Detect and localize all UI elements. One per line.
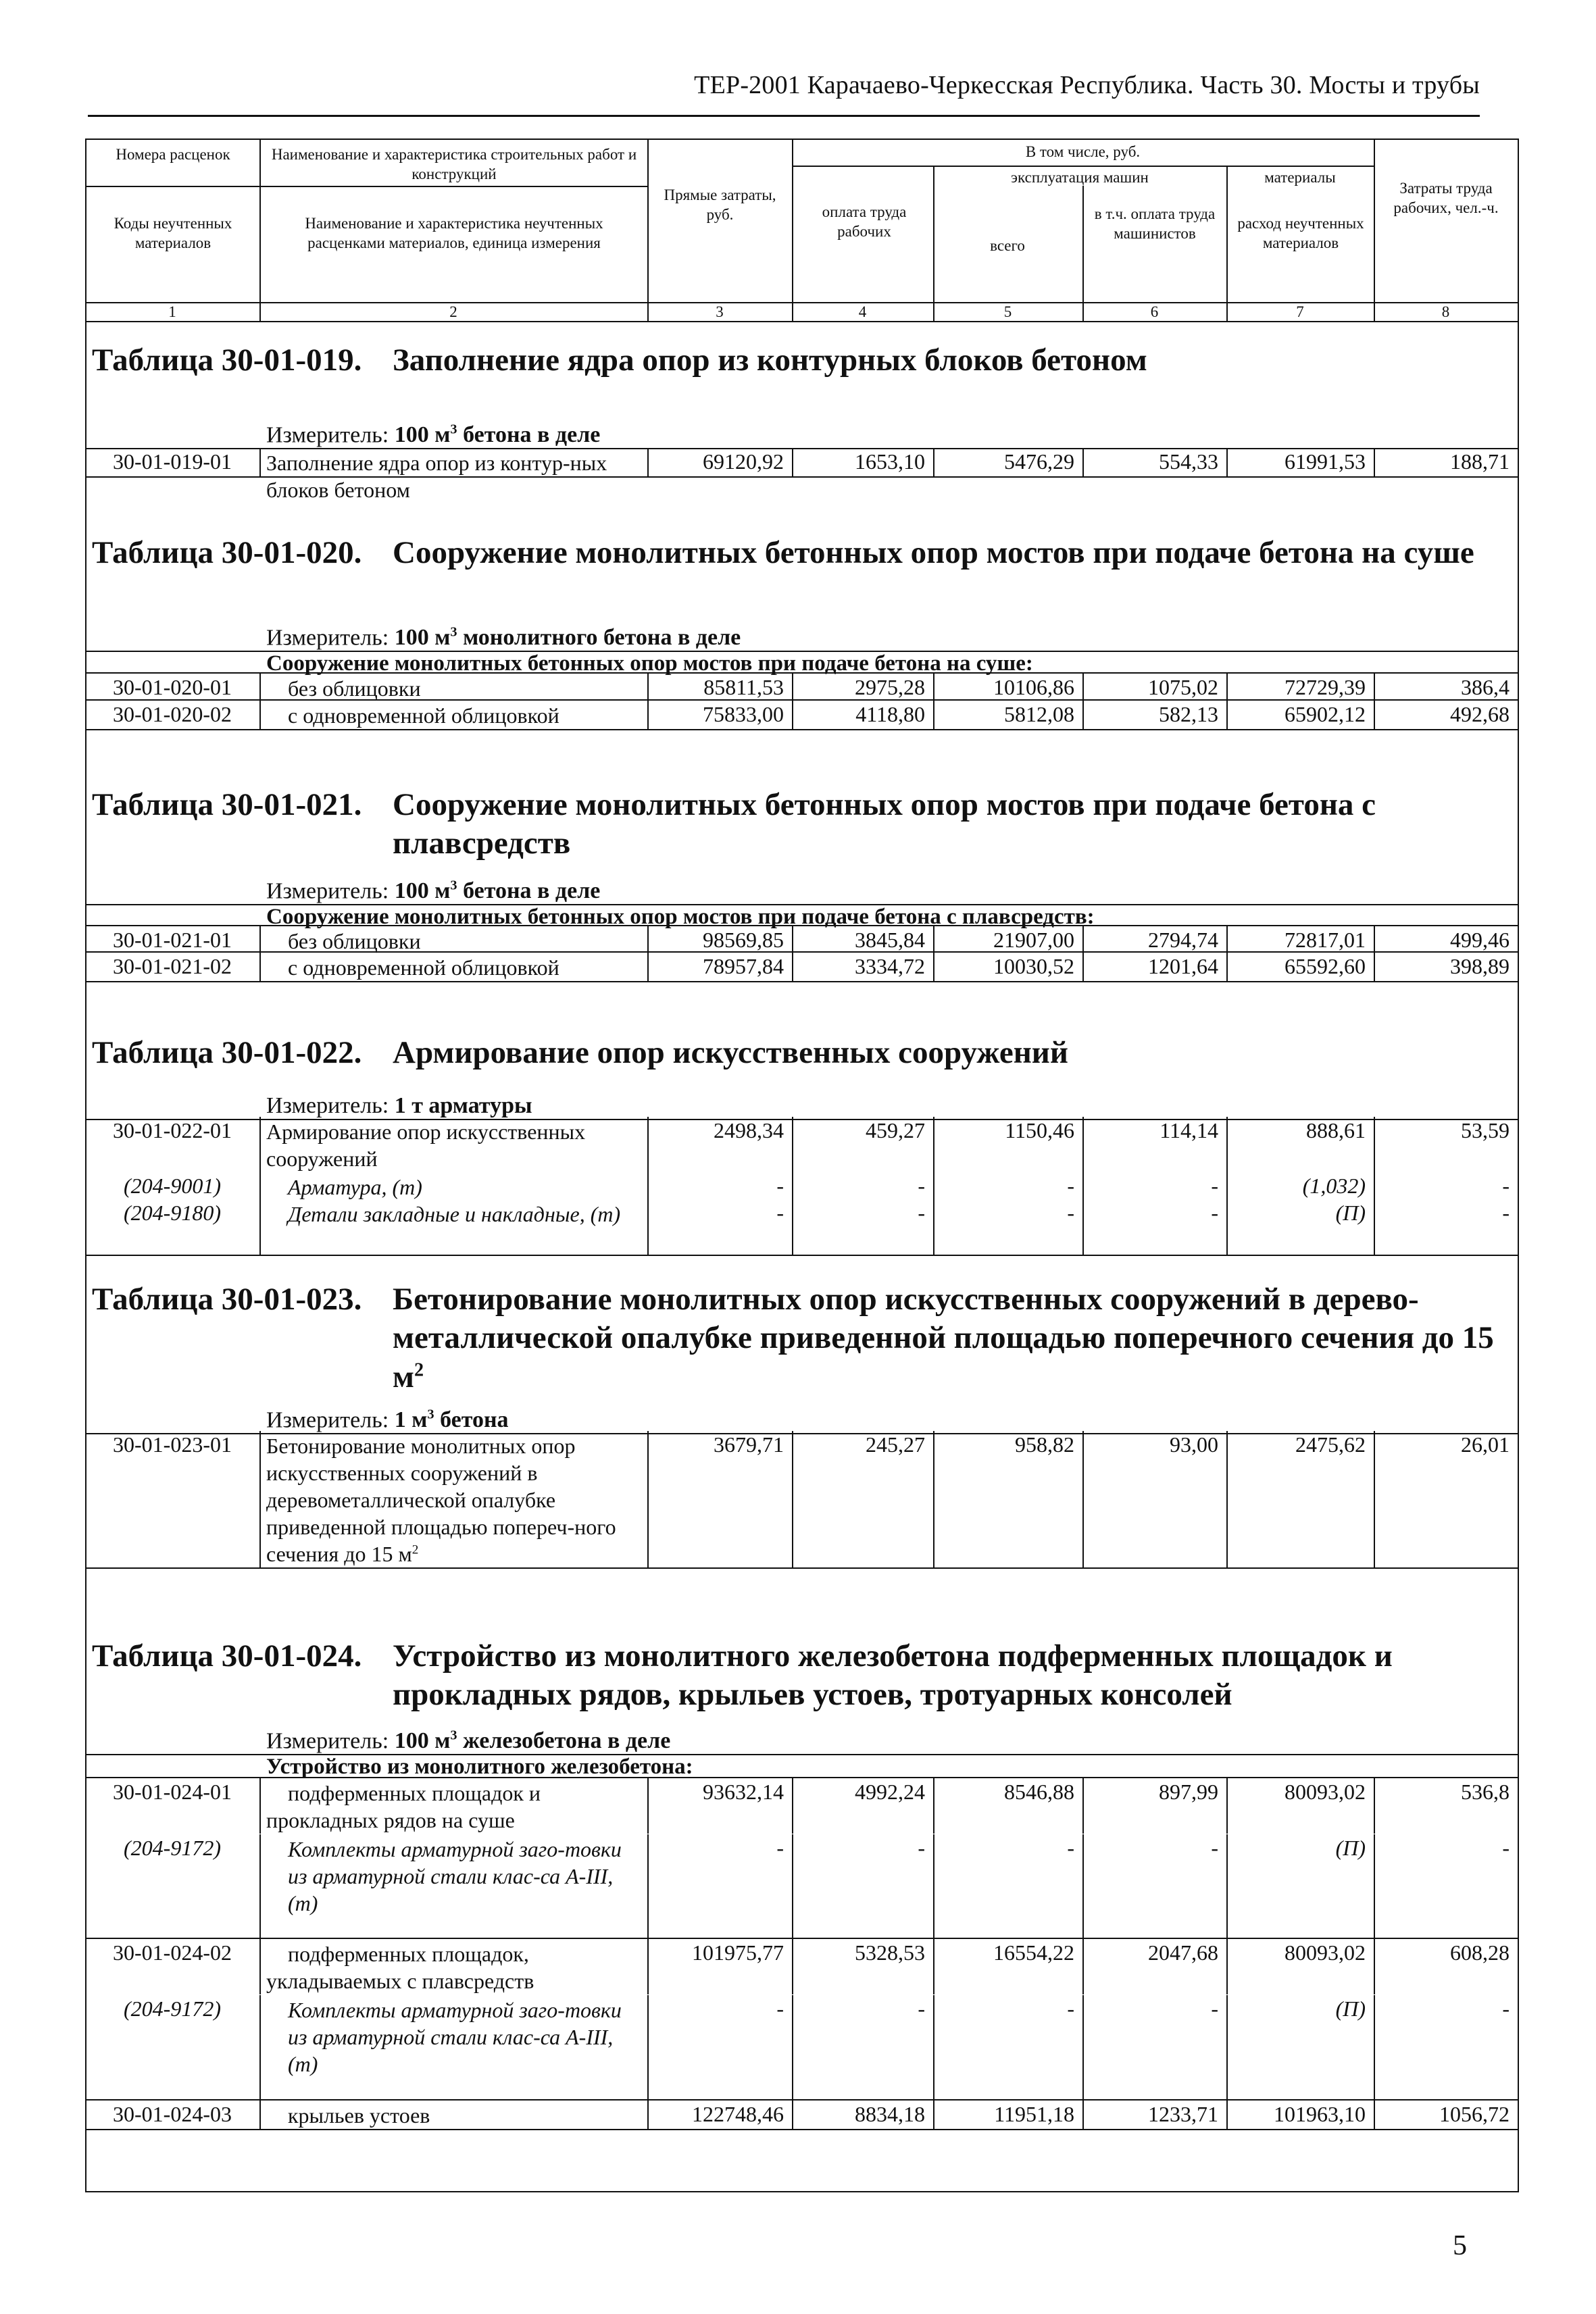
row-rule bbox=[85, 951, 1519, 953]
cell-separator bbox=[933, 1172, 934, 1201]
cell-separator bbox=[933, 1995, 934, 2105]
hdr-col-sep bbox=[647, 139, 649, 321]
work-name: Заполнение ядра опор из контур-ных блоков бетоном bbox=[266, 451, 607, 502]
cell-separator bbox=[647, 701, 649, 729]
value-mat: (П) bbox=[1335, 1201, 1366, 1225]
work-name: Бетонирование монолитных опор искусственных сооружений в деревометаллической опалубке приведенной площадью попереч-ного сечения до 15 $м^2$ bbox=[266, 1434, 616, 1566]
value-direct: 78957,84 bbox=[703, 954, 784, 978]
value-labor: 3845,84 bbox=[855, 928, 925, 952]
cell-separator bbox=[792, 1995, 793, 2105]
value-labor: - bbox=[918, 1996, 925, 2021]
cell-separator bbox=[1374, 1199, 1375, 1255]
cell-separator bbox=[792, 1431, 793, 1567]
cell-separator bbox=[933, 1199, 934, 1255]
material-name: Детали закладные и накладные, (т) bbox=[288, 1202, 621, 1226]
cell-separator bbox=[1374, 926, 1375, 955]
cell-separator bbox=[1226, 1431, 1228, 1567]
work-name: крыльев устоев bbox=[288, 2103, 430, 2128]
hdr-col6: в т.ч. оплата труда машинистов bbox=[1094, 205, 1216, 242]
value-hours: 398,89 bbox=[1450, 954, 1510, 978]
value-direct: - bbox=[776, 1174, 784, 1198]
value-mat: 65592,60 bbox=[1285, 954, 1366, 978]
table-number: Таблица 30-01-021. bbox=[92, 787, 362, 822]
cell-separator bbox=[792, 1172, 793, 1201]
group-rule bbox=[85, 1777, 1519, 1778]
value-direct: 98569,85 bbox=[703, 928, 784, 952]
cell-separator bbox=[1082, 1995, 1084, 2105]
rate-code: 30-01-023-01 bbox=[113, 1432, 232, 1457]
cell-separator bbox=[1226, 1117, 1228, 1172]
row-rule bbox=[85, 476, 1519, 478]
value-mat: 101963,10 bbox=[1274, 2102, 1366, 2126]
hdr-rule bbox=[85, 186, 259, 187]
cell-separator bbox=[1374, 448, 1375, 476]
cell-separator bbox=[933, 1778, 934, 1834]
hdr-col-sep bbox=[1226, 166, 1228, 321]
value-labor: 459,27 bbox=[866, 1118, 925, 1142]
value-labor: 1653,10 bbox=[855, 449, 925, 474]
rate-code: 30-01-021-01 bbox=[113, 928, 232, 952]
work-name: с одновременной облицовкой bbox=[288, 703, 559, 728]
hdr-col1-bottom: Коды неучтенных материалов bbox=[114, 215, 232, 251]
value-direct: - bbox=[776, 1996, 784, 2021]
value-mach_labor: 2047,68 bbox=[1148, 1940, 1218, 1965]
cell-separator bbox=[1082, 1117, 1084, 1172]
cell-separator bbox=[1226, 674, 1228, 702]
page-number: 5 bbox=[1453, 2230, 1467, 2261]
cell-separator bbox=[1226, 1199, 1228, 1255]
value-mach_labor: 1233,71 bbox=[1148, 2102, 1218, 2126]
value-direct: 101975,77 bbox=[692, 1940, 784, 1965]
row-rule bbox=[85, 981, 1519, 982]
cell-separator bbox=[792, 1199, 793, 1255]
value-direct: 69120,92 bbox=[703, 449, 784, 474]
value-mat: 61991,53 bbox=[1285, 449, 1366, 474]
header-rule bbox=[88, 115, 1480, 117]
cell-separator bbox=[1082, 1431, 1084, 1567]
cell-separator bbox=[933, 1939, 934, 1994]
value-mach: - bbox=[1067, 1836, 1074, 1860]
cell-separator bbox=[647, 1199, 649, 1255]
rate-code: 30-01-019-01 bbox=[113, 449, 232, 474]
table-title-text: Устройство из монолитного железобетона подферменных площадок и прокладных рядов, крыльев устоев, тротуарных консолей bbox=[393, 1638, 1393, 1713]
value-hours: - bbox=[1502, 1996, 1510, 2021]
cell-separator bbox=[792, 1939, 793, 1994]
cell-separator bbox=[1374, 1834, 1375, 1944]
col-number: 3 bbox=[716, 303, 724, 320]
hdr-materials: материалы bbox=[1264, 169, 1336, 186]
value-direct: 3679,71 bbox=[714, 1432, 784, 1457]
row-rule bbox=[85, 1255, 1519, 1256]
value-mach: 5476,29 bbox=[1004, 449, 1074, 474]
value-direct: - bbox=[776, 1201, 784, 1225]
cell-separator bbox=[647, 1172, 649, 1201]
hdr-col4: оплата труда рабочих bbox=[822, 203, 907, 240]
value-hours: 386,4 bbox=[1461, 675, 1510, 699]
rate-code: 30-01-024-02 bbox=[113, 1940, 232, 1965]
value-mach: 8546,88 bbox=[1004, 1780, 1074, 1804]
value-mach_labor: 582,13 bbox=[1159, 702, 1218, 726]
cell-separator bbox=[647, 1995, 649, 2105]
value-labor: 4118,80 bbox=[855, 702, 925, 726]
value-direct: 85811,53 bbox=[703, 675, 784, 699]
work-name: подферменных площадок и прокладных рядов на суше bbox=[266, 1781, 541, 1832]
group-heading: Сооружение монолитных бетонных опор мостов при подаче бетона с плавсредств: bbox=[266, 905, 1095, 929]
hdr-rule bbox=[85, 321, 1519, 322]
group-heading: Сооружение монолитных бетонных опор мостов при подаче бетона на суше: bbox=[266, 651, 1033, 676]
table-measure: Измеритель: 1 $м^3$ бетона bbox=[266, 1407, 509, 1433]
value-mat: 2475,62 bbox=[1295, 1432, 1366, 1457]
value-hours: 536,8 bbox=[1461, 1780, 1510, 1804]
value-labor: 2975,28 bbox=[855, 675, 925, 699]
value-mach: - bbox=[1067, 1174, 1074, 1198]
cell-separator bbox=[792, 701, 793, 729]
cell-separator bbox=[1226, 1172, 1228, 1201]
row-rule bbox=[85, 699, 1519, 701]
cell-separator bbox=[647, 448, 649, 476]
col-number: 5 bbox=[1003, 303, 1012, 320]
cell-separator bbox=[792, 674, 793, 702]
cell-separator bbox=[1374, 1939, 1375, 1994]
value-mat: (П) bbox=[1335, 1996, 1366, 2021]
col-number: 4 bbox=[858, 303, 867, 320]
cell-separator bbox=[933, 926, 934, 955]
table-measure: Измеритель: 1 т арматуры bbox=[266, 1093, 532, 1118]
cell-separator bbox=[259, 701, 261, 729]
col-number: 2 bbox=[449, 303, 457, 320]
cell-separator bbox=[1226, 953, 1228, 981]
table-number: Таблица 30-01-023. bbox=[92, 1282, 362, 1317]
value-hours: - bbox=[1502, 1201, 1510, 1225]
cell-separator bbox=[259, 1995, 261, 2105]
cell-separator bbox=[1082, 674, 1084, 702]
value-mat: (П) bbox=[1335, 1836, 1366, 1860]
cell-separator bbox=[1082, 1834, 1084, 1944]
value-mat: 65902,12 bbox=[1285, 702, 1366, 726]
frame-left-border bbox=[85, 139, 86, 2192]
value-hours: 492,68 bbox=[1450, 702, 1510, 726]
cell-separator bbox=[1374, 1995, 1375, 2105]
cell-separator bbox=[933, 1834, 934, 1944]
table-number: Таблица 30-01-024. bbox=[92, 1638, 362, 1674]
value-mach: 10106,86 bbox=[993, 675, 1074, 699]
cell-separator bbox=[1226, 1939, 1228, 1994]
cell-separator bbox=[1082, 1172, 1084, 1201]
cell-separator bbox=[792, 2101, 793, 2129]
cell-separator bbox=[1374, 953, 1375, 981]
cell-separator bbox=[259, 448, 261, 476]
value-mach_labor: 114,14 bbox=[1159, 1118, 1218, 1142]
cell-separator bbox=[647, 1431, 649, 1567]
value-direct: 122748,46 bbox=[692, 2102, 784, 2126]
value-labor: 4992,24 bbox=[855, 1780, 925, 1804]
cell-separator bbox=[933, 448, 934, 476]
value-mach: 958,82 bbox=[1015, 1432, 1074, 1457]
hdr-col2-top: Наименование и характеристика строительных работ и конструкций bbox=[271, 146, 637, 182]
frame-bottom-border bbox=[85, 2191, 1519, 2192]
cell-separator bbox=[647, 1778, 649, 1834]
table-measure: Измеритель: 100 $м^3$ железобетона в деле bbox=[266, 1728, 671, 1754]
work-name: без облицовки bbox=[288, 929, 421, 953]
value-mat: 888,61 bbox=[1306, 1118, 1366, 1142]
cell-separator bbox=[1082, 1939, 1084, 1994]
cell-separator bbox=[1082, 701, 1084, 729]
material-code: (204-9172) bbox=[124, 1836, 221, 1860]
cell-separator bbox=[1082, 1199, 1084, 1255]
value-hours: 53,59 bbox=[1461, 1118, 1510, 1142]
value-mach: - bbox=[1067, 1996, 1074, 2021]
rate-code: 30-01-020-01 bbox=[113, 675, 232, 699]
value-mat: 72817,01 bbox=[1285, 928, 1366, 952]
hdr-col-sep bbox=[1082, 186, 1084, 321]
cell-separator bbox=[1226, 926, 1228, 955]
cell-separator bbox=[792, 953, 793, 981]
value-mach_labor: - bbox=[1211, 1174, 1218, 1198]
value-hours: 26,01 bbox=[1461, 1432, 1510, 1457]
value-mach: 16554,22 bbox=[993, 1940, 1074, 1965]
material-name: Комплекты арматурной заго-товки из арматурной стали клас-са А-III, (т) bbox=[288, 1998, 622, 2076]
cell-separator bbox=[1226, 1995, 1228, 2105]
frame-right-border bbox=[1518, 139, 1519, 2192]
work-name: подферменных площадок, укладываемых с плавсредств bbox=[266, 1942, 534, 1993]
cell-separator bbox=[1374, 674, 1375, 702]
table-title-text: Заполнение ядра опор из контурных блоков бетоном bbox=[393, 343, 1147, 378]
hdr-col-sep bbox=[933, 166, 934, 321]
col-number: 1 bbox=[168, 303, 176, 320]
cell-separator bbox=[259, 1199, 261, 1255]
cell-separator bbox=[933, 701, 934, 729]
cell-separator bbox=[647, 926, 649, 955]
cell-separator bbox=[933, 674, 934, 702]
cell-separator bbox=[1374, 1117, 1375, 1172]
col-number: 7 bbox=[1296, 303, 1304, 320]
value-mat: 80093,02 bbox=[1285, 1780, 1366, 1804]
table-number: Таблица 30-01-020. bbox=[92, 535, 362, 570]
table-measure: Измеритель: 100 $м^3$ бетона в деле bbox=[266, 878, 601, 904]
value-direct: - bbox=[776, 1836, 784, 1860]
material-name: Комплекты арматурной заго-товки из арматурной стали клас-са А-III, (т) bbox=[288, 1837, 622, 1915]
cell-separator bbox=[792, 1778, 793, 1834]
hdr-col5: всего bbox=[990, 237, 1025, 254]
value-mat: 80093,02 bbox=[1285, 1940, 1366, 1965]
table-title-text: Армирование опор искусственных сооружений bbox=[393, 1035, 1068, 1070]
cell-separator bbox=[1374, 1778, 1375, 1834]
value-labor: - bbox=[918, 1201, 925, 1225]
table-title-text: Сооружение монолитных бетонных опор мостов при подаче бетона с плавсредств bbox=[393, 787, 1376, 861]
cell-separator bbox=[647, 1939, 649, 1994]
group-rule bbox=[85, 672, 1519, 674]
value-mach: 10030,52 bbox=[993, 954, 1074, 978]
value-mach: 21907,00 bbox=[993, 928, 1074, 952]
hdr-col2-bottom: Наименование и характеристика неучтенных расценками материалов, единица измерения bbox=[305, 215, 603, 251]
cell-separator bbox=[647, 1834, 649, 1944]
value-mach_labor: 2794,74 bbox=[1148, 928, 1218, 952]
hdr-col1-top: Номера расценок bbox=[116, 146, 230, 163]
col-number: 8 bbox=[1441, 303, 1450, 320]
cell-separator bbox=[933, 1431, 934, 1567]
value-mach: 1150,46 bbox=[1005, 1118, 1074, 1142]
value-labor: 3334,72 bbox=[855, 954, 925, 978]
cell-separator bbox=[259, 1117, 261, 1172]
value-mach_labor: 554,33 bbox=[1159, 449, 1218, 474]
page-frame bbox=[85, 139, 1519, 2192]
cell-separator bbox=[647, 953, 649, 981]
cell-separator bbox=[259, 953, 261, 981]
value-mach_labor: 93,00 bbox=[1170, 1432, 1218, 1457]
work-name: без облицовки bbox=[288, 676, 421, 701]
work-name: с одновременной облицовкой bbox=[288, 955, 559, 980]
cell-separator bbox=[792, 1117, 793, 1172]
cell-separator bbox=[933, 2101, 934, 2129]
cell-separator bbox=[1226, 1834, 1228, 1944]
value-mach: - bbox=[1067, 1201, 1074, 1225]
table-measure: Измеритель: 100 $м^3$ бетона в деле bbox=[266, 422, 601, 448]
value-direct: 2498,34 bbox=[714, 1118, 784, 1142]
cell-separator bbox=[259, 1939, 261, 1994]
row-rule bbox=[85, 729, 1519, 730]
material-name: Арматура, (т) bbox=[288, 1175, 422, 1199]
value-labor: 8834,18 bbox=[855, 2102, 925, 2126]
value-mach_labor: - bbox=[1211, 1996, 1218, 2021]
cell-separator bbox=[259, 926, 261, 955]
value-direct: 75833,00 bbox=[703, 702, 784, 726]
value-mach: 5812,08 bbox=[1004, 702, 1074, 726]
value-mach_labor: 1201,64 bbox=[1148, 954, 1218, 978]
cell-separator bbox=[1082, 953, 1084, 981]
hdr-col8: Затраты труда рабочих, чел.-ч. bbox=[1393, 180, 1499, 216]
cell-separator bbox=[1082, 448, 1084, 476]
cell-separator bbox=[933, 1117, 934, 1172]
cell-separator bbox=[1082, 2101, 1084, 2129]
value-labor: - bbox=[918, 1836, 925, 1860]
value-labor: 5328,53 bbox=[855, 1940, 925, 1965]
cell-separator bbox=[259, 1778, 261, 1834]
value-mach_labor: - bbox=[1211, 1836, 1218, 1860]
value-hours: - bbox=[1502, 1836, 1510, 1860]
cell-separator bbox=[1082, 926, 1084, 955]
cell-separator bbox=[1226, 2101, 1228, 2129]
cell-separator bbox=[647, 674, 649, 702]
value-mach_labor: 897,99 bbox=[1159, 1780, 1218, 1804]
row-rule bbox=[85, 1938, 1519, 1939]
cell-separator bbox=[1374, 701, 1375, 729]
rate-code: 30-01-022-01 bbox=[113, 1118, 232, 1142]
value-labor: - bbox=[918, 1174, 925, 1198]
work-name: Армирование опор искусственных сооружений bbox=[266, 1120, 586, 1171]
group-rule bbox=[85, 925, 1519, 926]
cell-separator bbox=[1082, 1778, 1084, 1834]
value-mat: 72729,39 bbox=[1285, 675, 1366, 699]
cell-separator bbox=[647, 2101, 649, 2129]
hdr-col7: расход неучтенных материалов bbox=[1237, 215, 1364, 251]
table-number: Таблица 30-01-022. bbox=[92, 1035, 362, 1070]
value-hours: 499,46 bbox=[1450, 928, 1510, 952]
cell-separator bbox=[259, 2101, 261, 2129]
row-rule bbox=[85, 2099, 1519, 2101]
group-heading: Устройство из монолитного железобетона: bbox=[266, 1755, 693, 1779]
hdr-col-sep bbox=[259, 139, 261, 321]
col-number: 6 bbox=[1150, 303, 1159, 320]
cell-separator bbox=[1374, 2101, 1375, 2129]
table-title-text: Сооружение монолитных бетонных опор мостов при подаче бетона на суше bbox=[393, 535, 1474, 570]
table-title-text: Бетонирование монолитных опор искусственных сооружений в дерево-металлической опалубке приведенной площадью поперечного сечения до 15 $м^2$ bbox=[393, 1282, 1494, 1394]
cell-separator bbox=[259, 1431, 261, 1567]
material-code: (204-9172) bbox=[124, 1996, 221, 2021]
value-mach: 11951,18 bbox=[994, 2102, 1074, 2126]
material-code: (204-9180) bbox=[124, 1201, 221, 1225]
value-hours: - bbox=[1502, 1174, 1510, 1198]
cell-separator bbox=[792, 448, 793, 476]
cell-separator bbox=[1374, 1431, 1375, 1567]
cell-separator bbox=[647, 1117, 649, 1172]
hdr-group-top: В том числе, руб. bbox=[1025, 143, 1141, 160]
hdr-machines: эксплуатация машин bbox=[1011, 169, 1149, 186]
rate-code: 30-01-021-02 bbox=[113, 954, 232, 978]
rate-code: 30-01-024-01 bbox=[113, 1780, 232, 1804]
value-mach_labor: 1075,02 bbox=[1148, 675, 1218, 699]
value-hours: 608,28 bbox=[1450, 1940, 1510, 1965]
frame-top-border bbox=[85, 139, 1519, 140]
hdr-rule bbox=[792, 166, 1374, 167]
cell-separator bbox=[1374, 1172, 1375, 1201]
cell-separator bbox=[259, 674, 261, 702]
cell-separator bbox=[259, 1172, 261, 1201]
row-rule bbox=[85, 2129, 1519, 2130]
rate-code: 30-01-024-03 bbox=[113, 2102, 232, 2126]
value-mat: (1,032) bbox=[1302, 1174, 1366, 1198]
hdr-rule bbox=[259, 186, 647, 187]
cell-separator bbox=[1226, 1778, 1228, 1834]
cell-separator bbox=[933, 953, 934, 981]
page-header: ТЕР-2001 Карачаево-Черкесская Республика. Часть 30. Мосты и трубы bbox=[694, 71, 1480, 99]
cell-separator bbox=[1226, 448, 1228, 476]
cell-separator bbox=[792, 1834, 793, 1944]
cell-separator bbox=[792, 926, 793, 955]
table-number: Таблица 30-01-019. bbox=[92, 343, 362, 378]
value-labor: 245,27 bbox=[866, 1432, 925, 1457]
cell-separator bbox=[1226, 701, 1228, 729]
cell-separator bbox=[259, 1834, 261, 1944]
rate-code: 30-01-020-02 bbox=[113, 702, 232, 726]
value-hours: 188,71 bbox=[1450, 449, 1510, 474]
material-code: (204-9001) bbox=[124, 1174, 221, 1198]
hdr-col3: Прямые затраты, руб. bbox=[664, 186, 776, 223]
value-mach_labor: - bbox=[1211, 1201, 1218, 1225]
row-rule bbox=[85, 1567, 1519, 1569]
hdr-col-sep bbox=[1374, 139, 1375, 321]
value-hours: 1056,72 bbox=[1439, 2102, 1510, 2126]
table-measure: Измеритель: 100 $м^3$ монолитного бетона в деле bbox=[266, 625, 741, 651]
value-direct: 93632,14 bbox=[703, 1780, 784, 1804]
